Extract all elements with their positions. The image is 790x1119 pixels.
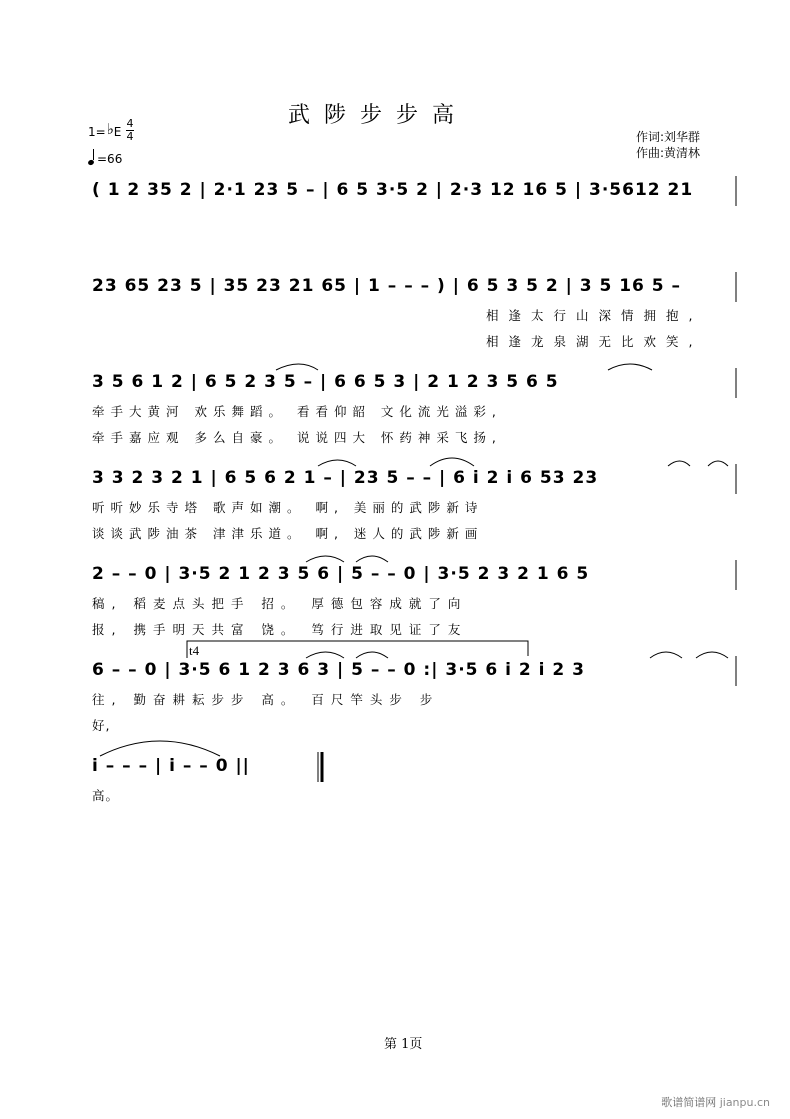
watermark	[661, 1094, 770, 1110]
tie	[276, 364, 318, 370]
score-line: ( 1 2 35 2 | 2·1 23 5 – | 6 5 3·5 2 | 2·3 12 16 5 | 3·5612 21	[92, 180, 694, 200]
lyric-line: 相逢龙泉湖无比欢笑,	[486, 334, 703, 349]
tie	[708, 461, 728, 466]
score-line: i – – – | i – – 0 ||	[92, 756, 250, 776]
time-sig-bottom: 4	[126, 130, 134, 143]
tie	[306, 652, 344, 658]
composer-credit: 作曲:黄清林	[636, 146, 701, 160]
lyric-line: 牵手嘉应观 多么自豪。 说说四大 怀药神采飞扬,	[92, 430, 502, 445]
lyric-line: 谈谈武陟油茶 津津乐道。 啊, 迷人的武陟新画	[92, 526, 484, 541]
tie	[696, 652, 728, 658]
lyric-line: 牵手大黄河 欢乐舞蹈。 看看仰韶 文化流光溢彩,	[92, 404, 502, 419]
page-title: 武陟步步高	[288, 103, 469, 128]
page-number: 第 1页	[384, 1037, 423, 1052]
score-line: 3 5 6 1 2 | 6 5 2 3 5 – | 6 6 5 3 | 2 1 2 3 5 6 5	[92, 372, 559, 392]
lyric-line: 听听妙乐寺塔 歌声如潮。 啊, 美丽的武陟新诗	[92, 500, 484, 515]
lyric-line: 好,	[92, 718, 111, 733]
tie	[668, 461, 690, 466]
lyric-line: 报, 携手明天共富 饶。 笃行进取见证了友	[92, 622, 468, 637]
lyricist-credit: 作词:刘华群	[636, 130, 701, 144]
lyric-line: 往, 勤奋耕耘步步 高。 百尺竿头步 步	[92, 692, 440, 707]
score-line: 2 – – 0 | 3·5 2 1 2 3 5 6 | 5 – – 0 | 3·5 2 3 2 1 6 5	[92, 564, 590, 584]
tie	[430, 458, 474, 466]
tie	[650, 652, 682, 658]
score-line: 23 65 23 5 | 35 23 21 65 | 1 – – – ) | 6 5 3 5 2 | 3 5 16 5 –	[92, 276, 682, 296]
score-line: 3 3 2 3 2 1 | 6 5 6 2 1 – | 23 5 – – | 6 i 2 i 6 53 23	[92, 468, 599, 488]
tie	[318, 460, 356, 466]
watermark-name: 歌谱简谱网	[661, 1096, 717, 1109]
watermark-url: jianpu.cn	[719, 1096, 770, 1109]
volta-label: t4	[189, 643, 200, 658]
tie	[356, 652, 388, 658]
volta-bracket	[187, 641, 528, 658]
tie	[356, 556, 388, 562]
tempo-value: =66	[97, 152, 123, 166]
key-label: 1=	[88, 125, 106, 139]
key-note: E	[113, 125, 122, 139]
lyric-line: 高。	[92, 788, 120, 803]
lyric-line: 稿, 稻麦点头把手 招。 厚德包容成就了向	[92, 596, 468, 611]
score-line: 6 – – 0 | 3·5 6 1 2 3 6 3 | 5 – – 0 :| 3·5 6 i 2 i 2 3	[92, 660, 585, 680]
lyric-line: 相逢太行山深情拥抱,	[486, 308, 703, 323]
tie	[100, 741, 220, 756]
tie	[306, 556, 344, 562]
flat-icon: ♭	[106, 120, 114, 138]
time-sig-top: 4	[126, 117, 134, 130]
tie	[608, 364, 652, 370]
